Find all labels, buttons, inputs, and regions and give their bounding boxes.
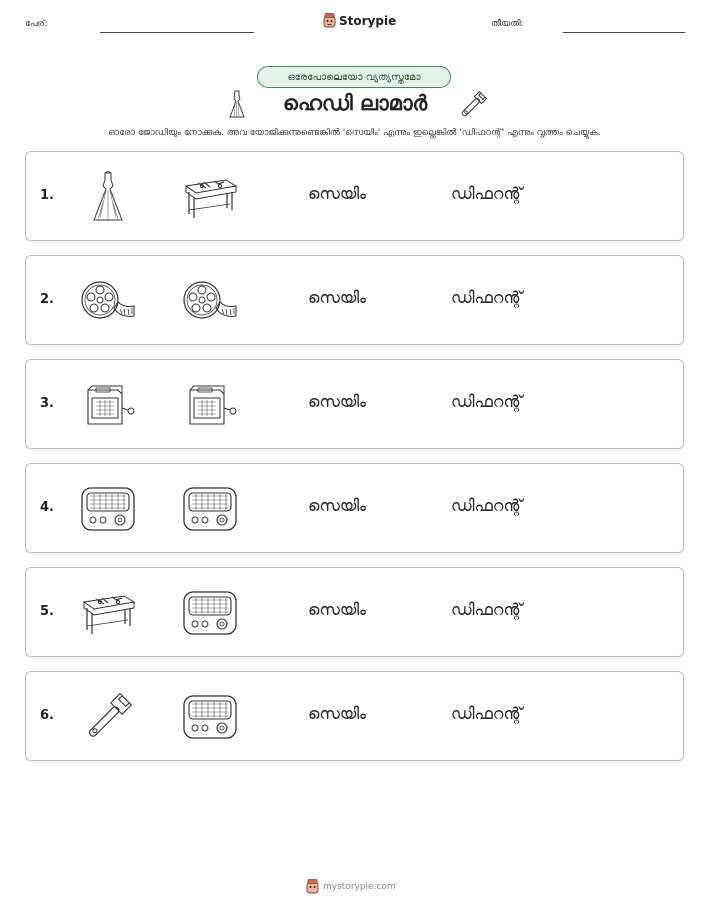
- row-number: 5.: [40, 604, 54, 619]
- name-label: പേര്:: [25, 19, 48, 29]
- pair-row: [25, 463, 684, 553]
- badge-label: ഒരേപോലെയോ വ്യത്യസ്തമോ: [287, 71, 421, 83]
- worksheet-type-badge: [257, 66, 451, 88]
- workbench-icon: [78, 586, 138, 640]
- title-row: [0, 89, 709, 121]
- date-field-line[interactable]: [563, 32, 685, 33]
- pair-row: [25, 151, 684, 241]
- same-option[interactable]: സെയിം: [308, 392, 366, 411]
- brand-name: Storypie: [339, 13, 397, 28]
- storypie-mascot-icon: [306, 879, 319, 894]
- date-label: തീയതി:: [491, 19, 524, 29]
- row-number: 1.: [40, 188, 54, 203]
- radio-icon: [180, 482, 240, 536]
- different-option[interactable]: ഡിഫറന്റ്: [451, 288, 523, 307]
- different-option[interactable]: ഡിഫറന്റ്: [451, 392, 523, 411]
- different-option[interactable]: ഡിഫറന്റ്: [451, 496, 523, 515]
- pair-row: [25, 567, 684, 657]
- different-option[interactable]: ഡിഫറന്റ്: [451, 184, 523, 203]
- pair-row: [25, 359, 684, 449]
- footer-url[interactable]: mystorypie.com: [323, 881, 396, 892]
- radio-icon: [78, 482, 138, 536]
- different-option[interactable]: ഡിഫറന്റ്: [451, 704, 523, 723]
- music-box-icon: [180, 378, 240, 432]
- workbench-icon: [180, 170, 240, 224]
- row-number: 6.: [40, 708, 54, 723]
- storypie-mascot-icon: [323, 13, 336, 28]
- same-option[interactable]: സെയിം: [308, 600, 366, 619]
- pair-row: [25, 671, 684, 761]
- wrench-icon: [78, 690, 138, 744]
- film-reel-icon: [78, 274, 138, 328]
- name-field-line[interactable]: [100, 32, 254, 33]
- same-option[interactable]: സെയിം: [308, 704, 366, 723]
- different-option[interactable]: ഡിഫറന്റ്: [451, 600, 523, 619]
- pair-row: [25, 255, 684, 345]
- row-number: 3.: [40, 396, 54, 411]
- row-number: 2.: [40, 292, 54, 307]
- gown-icon: [228, 89, 246, 119]
- radio-icon: [180, 690, 240, 744]
- radio-icon: [180, 586, 240, 640]
- brand-logo: [323, 13, 396, 28]
- instructions: ഓരോ ജോഡിയും നോക്കുക. അവ യോജിക്കുന്നുണ്ടെങ്കിൽ 'സെയിം' എന്നും ഇല്ലെങ്കിൽ 'ഡിഫറന്റ്' എന്നും വൃത്തം ചെയ്യുക.: [108, 128, 601, 138]
- wrench-icon: [459, 90, 487, 120]
- gown-icon: [78, 170, 138, 224]
- same-option[interactable]: സെയിം: [308, 288, 366, 307]
- row-number: 4.: [40, 500, 54, 515]
- footer: [306, 879, 396, 894]
- same-option[interactable]: സെയിം: [308, 184, 366, 203]
- page-title: ഹെഡി ലാമാർ: [282, 91, 428, 115]
- film-reel-icon: [180, 274, 240, 328]
- same-option[interactable]: സെയിം: [308, 496, 366, 515]
- music-box-icon: [78, 378, 138, 432]
